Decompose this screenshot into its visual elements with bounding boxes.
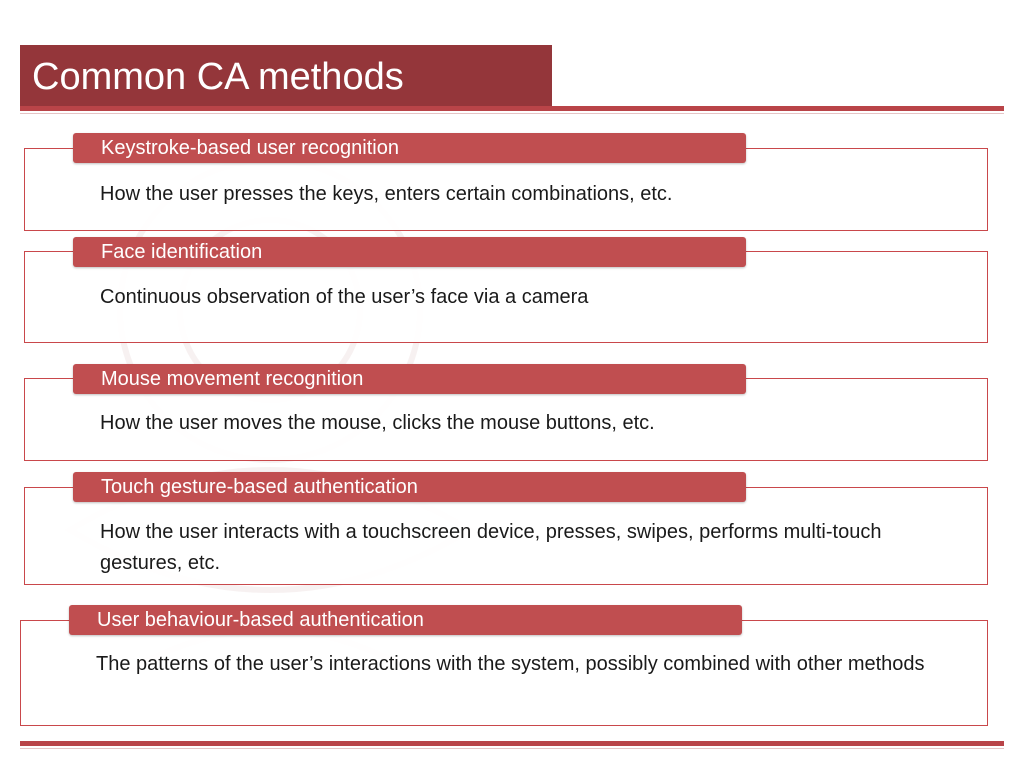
method-description: The patterns of the user’s interactions with the system, possibly combined with other methods [96, 653, 925, 675]
slide-title: Common CA methods [32, 56, 404, 98]
method-description: How the user moves the mouse, clicks the mouse buttons, etc. [100, 412, 655, 434]
method-description: How the user interacts with a touchscreen device, presses, swipes, performs multi-touch gestures, etc. [100, 521, 882, 574]
method-label-mouse: Mouse movement recognition [73, 364, 746, 394]
slide-title-bar [20, 45, 552, 109]
method-label-keystroke: Keystroke-based user recognition [73, 133, 746, 163]
method-label-touch: Touch gesture-based authentication [73, 472, 746, 502]
method-label-face: Face identification [73, 237, 746, 267]
method-description: Continuous observation of the user’s face via a camera [100, 286, 589, 308]
title-divider [20, 106, 1004, 111]
method-box-behaviour [20, 620, 988, 726]
method-description: How the user presses the keys, enters certain combinations, etc. [100, 183, 673, 205]
footer-divider [20, 741, 1004, 746]
footer-divider-thin [20, 748, 1004, 749]
method-label-behaviour: User behaviour-based authentication [69, 605, 742, 635]
title-divider-thin [20, 113, 1004, 114]
